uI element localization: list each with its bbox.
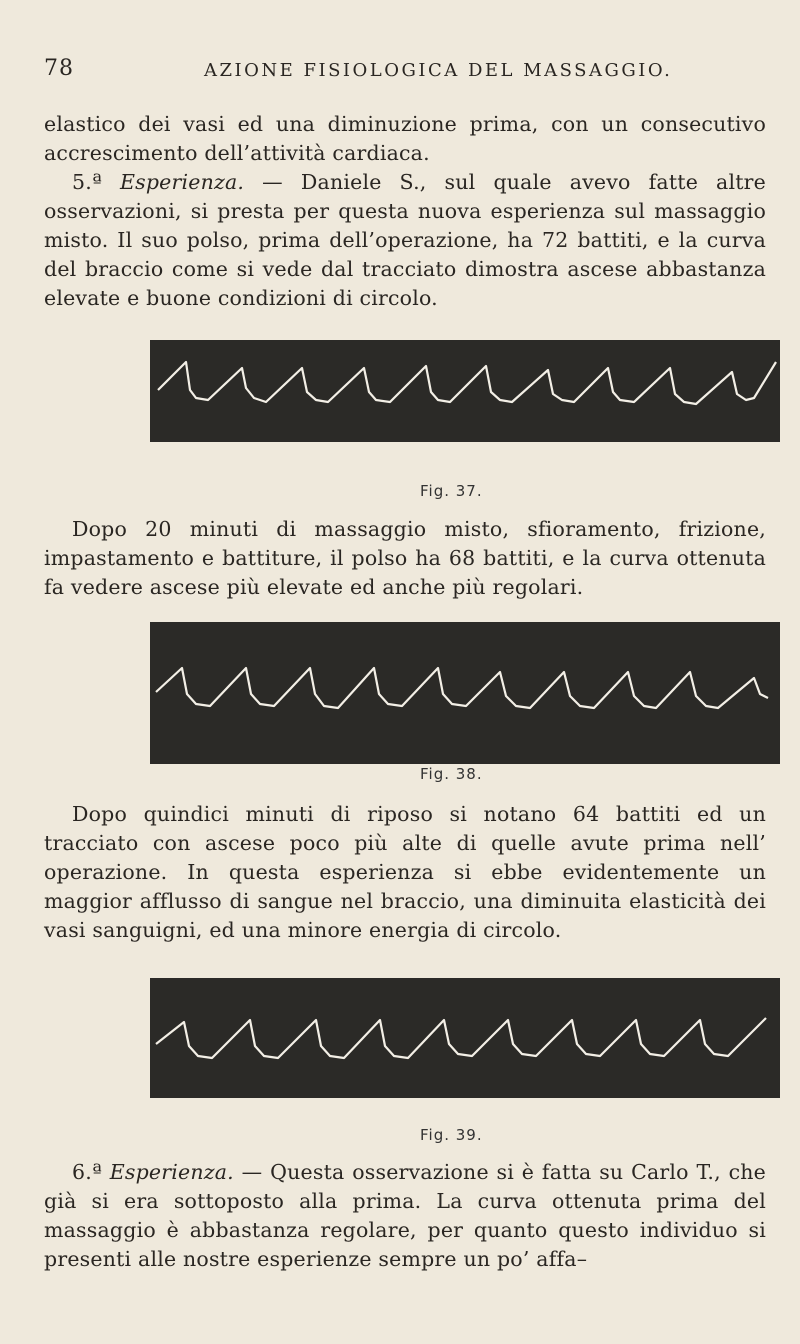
paragraph-experiment-6 xyxy=(44,1158,766,1274)
pulse-tracing-38 xyxy=(150,622,780,764)
page-header xyxy=(44,56,764,92)
experiment-heading: Esperienza. xyxy=(119,170,245,194)
figure-39-caption: Fig. 39. xyxy=(420,1126,483,1144)
running-title: AZIONE FISIOLOGICA DEL MASSAGGIO. xyxy=(204,60,673,81)
experiment-text: — Daniele S., sul quale avevo fatte altre osservazioni, si presta per questa nuova esperienza sul massaggio misto. Il suo polso, prima dell’operazione, ha 72 battiti, e la curva del braccio come si vede dal tracciato dimostra ascese abbastanza elevate e buone condizioni di circolo. xyxy=(44,170,767,310)
tracing-line xyxy=(156,1018,766,1058)
experiment-heading: Esperienza. xyxy=(109,1160,234,1184)
experiment-number: 5.ª xyxy=(72,170,102,194)
paragraph-continuation: elastico dei vasi ed una diminuzione prima, con un consecutivo accrescimento dell’attività cardiaca. xyxy=(44,112,766,165)
figure-37-tracing xyxy=(150,340,780,442)
pulse-tracing-37 xyxy=(150,340,780,442)
figure-38-caption: Fig. 38. xyxy=(420,765,483,783)
paragraph-experiment-5 xyxy=(44,168,766,313)
figure-37-caption: Fig. 37. xyxy=(420,482,483,500)
figure-38-tracing xyxy=(150,622,780,764)
figure-39-tracing xyxy=(150,978,780,1098)
experiment-text: — Questa osservazione si è fatta su Carlo T., che già si era sottoposto alla prima. La curva ottenuta prima del massaggio è abbastanza regolare, per quanto questo individuo si presenti alle nostre esperienze sempre un po’ affa– xyxy=(44,1160,766,1271)
experiment-number: 6.ª xyxy=(72,1160,102,1184)
paragraph-after-massage: Dopo 20 minuti di massaggio misto, sfioramento, frizione, impastamento e battiture, il polso ha 68 battiti, e la curva ottenuta fa vedere ascese più elevate ed anche più regolari. xyxy=(44,517,766,599)
paragraph-after-rest: Dopo quindici minuti di riposo si notano 64 battiti ed un tracciato con ascese poco più alte di quelle avute prima nell’ operazione. In questa esperienza si ebbe evidentemente un maggior afflusso di sangue nel braccio, una diminuita elasticità dei vasi sanguigni, ed una minore energia di circolo. xyxy=(44,802,766,942)
tracing-line xyxy=(158,362,776,404)
tracing-line xyxy=(156,668,768,708)
pulse-tracing-39 xyxy=(150,978,780,1098)
page-number: 78 xyxy=(44,56,74,81)
